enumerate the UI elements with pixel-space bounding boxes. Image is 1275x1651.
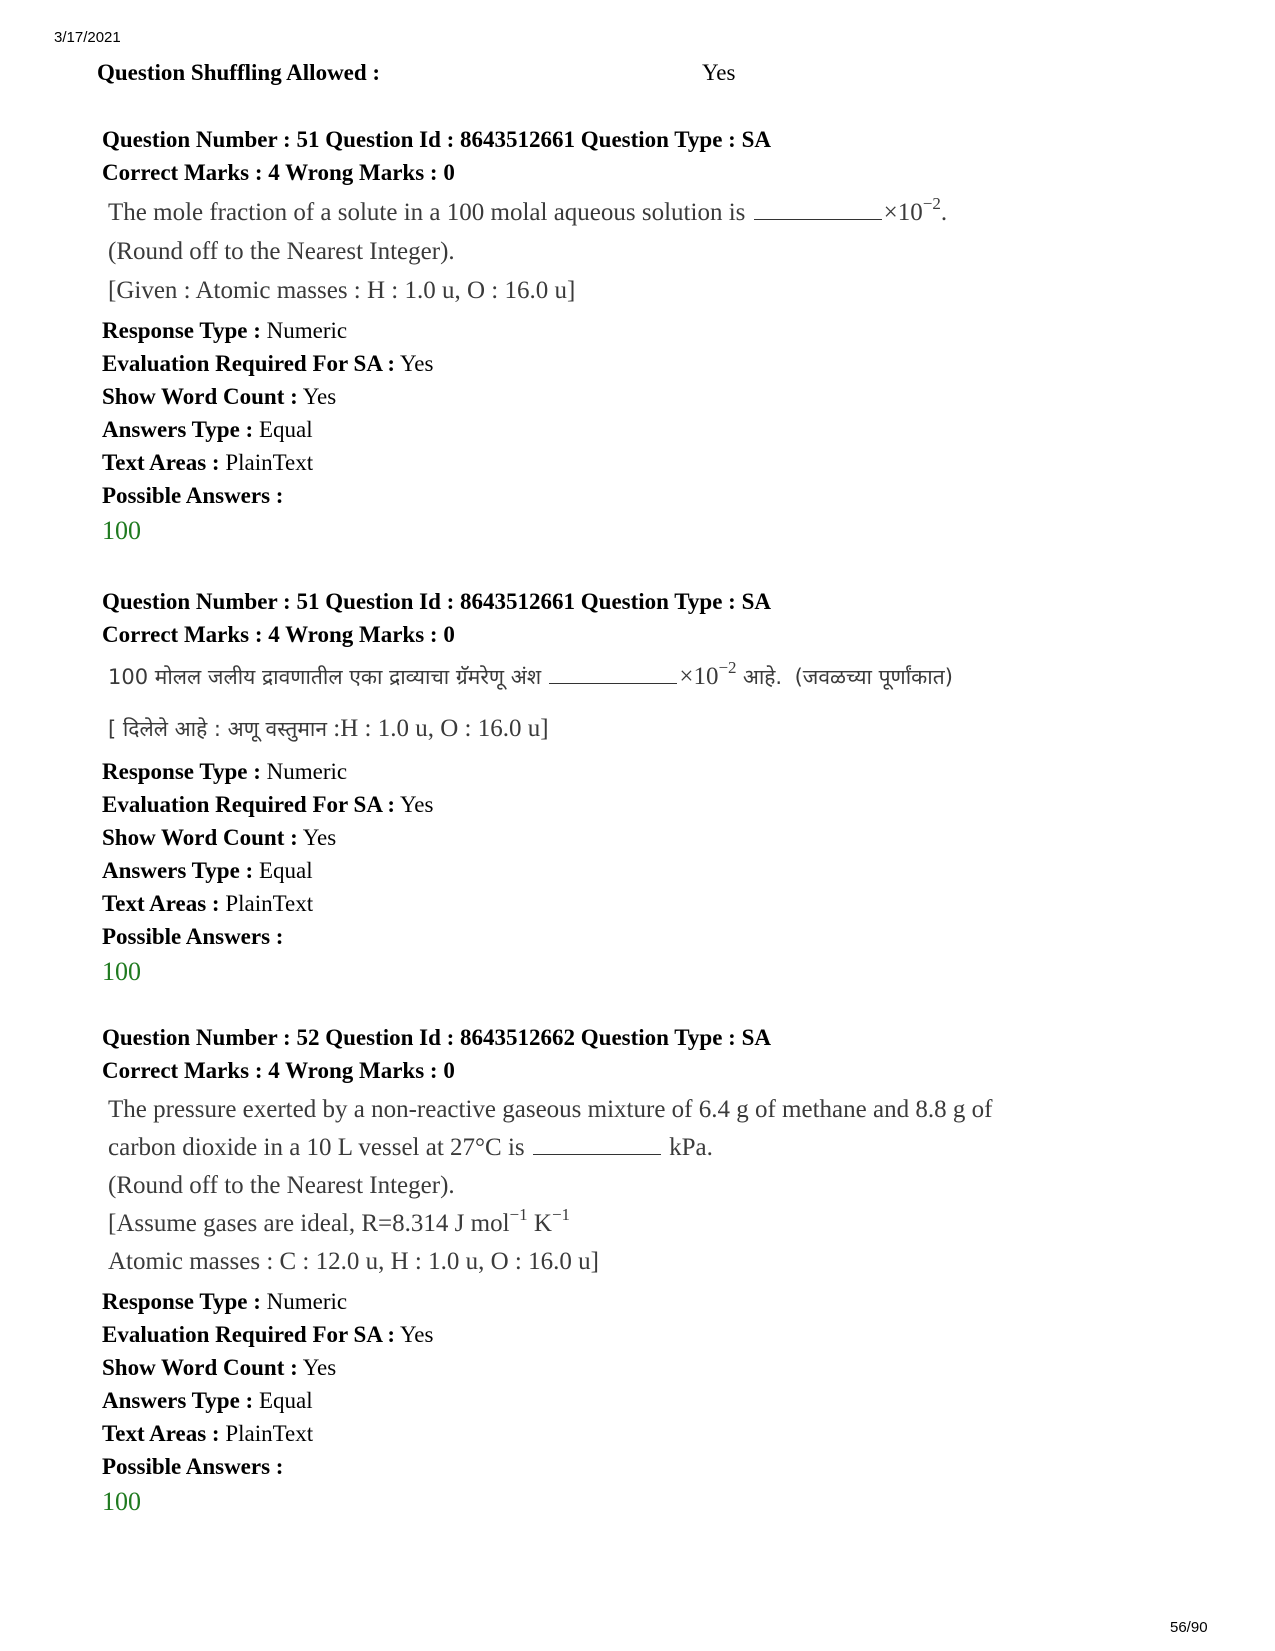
possible-answer: 100 xyxy=(102,1487,141,1516)
evaluation-required: Evaluation Required For SA : Yes xyxy=(102,351,434,376)
possible-answers-label: Possible Answers : xyxy=(102,924,284,949)
question-marks: Correct Marks : 4 Wrong Marks : 0 xyxy=(102,160,455,185)
answer-blank xyxy=(754,197,882,220)
question-header: Question Number : 51 Question Id : 8643512661 Question Type : SA xyxy=(102,127,771,152)
show-word-count: Show Word Count : Yes xyxy=(102,825,337,850)
answers-type: Answers Type : Equal xyxy=(102,858,313,883)
possible-answers-label: Possible Answers : xyxy=(102,1454,284,1479)
question-stem: The mole fraction of a solute in a 100 molal aqueous solution is $\times 10^{-2}$. (Round off to the Nearest Integer). [Given : Atomic masses : H : 1.0 u, O : 16.0 u] xyxy=(108,194,948,304)
print-date: 3/17/2021 xyxy=(54,29,121,46)
answer-blank xyxy=(533,1132,661,1155)
possible-answer: 100 xyxy=(102,516,141,545)
question-header: Question Number : 52 Question Id : 8643512662 Question Type : SA xyxy=(102,1025,771,1050)
text-areas: Text Areas : PlainText xyxy=(102,450,314,475)
question-block-2 xyxy=(102,585,1202,989)
question-stem: 100 मोलल जलीय द्रावणातील एका द्राव्याचा ग्रॅमरेणू अंश $\times 10^{-2}$ आहे. (जवळच्या पूर्णांकात) [ दिलेले आहे : अणू वस्तुमान :H : 1.0 u, O : 16.0 u] xyxy=(108,658,953,742)
show-word-count: Show Word Count : Yes xyxy=(102,384,337,409)
possible-answer: 100 xyxy=(102,957,141,986)
question-header: Question Number : 51 Question Id : 8643512661 Question Type : SA xyxy=(102,589,771,614)
answers-type: Answers Type : Equal xyxy=(102,417,313,442)
question-marks: Correct Marks : 4 Wrong Marks : 0 xyxy=(102,1058,455,1083)
shuffle-label: Question Shuffling Allowed : xyxy=(97,60,381,85)
question-block-1 xyxy=(102,123,1202,548)
answer-blank xyxy=(549,661,677,684)
show-word-count: Show Word Count : Yes xyxy=(102,1355,337,1380)
text-areas: Text Areas : PlainText xyxy=(102,1421,314,1446)
question-marks: Correct Marks : 4 Wrong Marks : 0 xyxy=(102,622,455,647)
evaluation-required: Evaluation Required For SA : Yes xyxy=(102,792,434,817)
possible-answers-label: Possible Answers : xyxy=(102,483,284,508)
response-type: Response Type : Numeric xyxy=(102,759,348,784)
text-areas: Text Areas : PlainText xyxy=(102,891,314,916)
response-type: Response Type : Numeric xyxy=(102,318,348,343)
evaluation-required: Evaluation Required For SA : Yes xyxy=(102,1322,434,1347)
page-number: 56/90 xyxy=(1170,1619,1208,1636)
question-block-3 xyxy=(102,1021,1202,1519)
shuffle-value: Yes xyxy=(702,60,736,85)
response-type: Response Type : Numeric xyxy=(102,1289,348,1314)
question-stem: The pressure exerted by a non-reactive gaseous mixture of 6.4 g of methane and 8.8 g of carbon dioxide in a 10 L vessel at 27°C is kPa. (Round off to the Nearest Integer). [Assume gases are ideal, R=8.314 J mol$^{-1}$ $K^{-1}$ Atomic masses : C : 12.0 u, H : 1.0 u, O : 16.0 u] xyxy=(108,1096,993,1275)
answers-type: Answers Type : Equal xyxy=(102,1388,313,1413)
